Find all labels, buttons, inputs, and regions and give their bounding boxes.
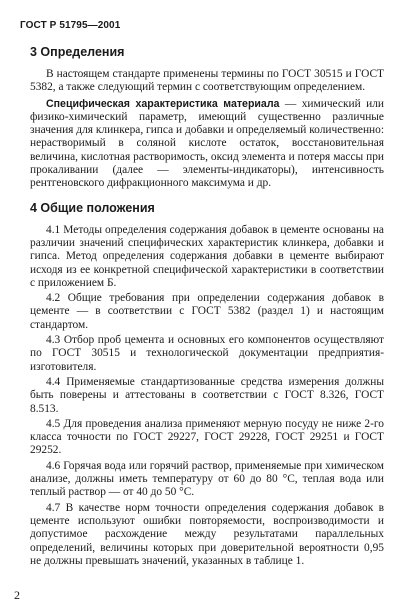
clause-4-4: 4.4 Применяемые стандартизованные средства измерения должны быть поверены и аттестованы в соответствии с ГОСТ 8.326, ГОСТ 8.513. [30,375,384,415]
main-column [30,44,384,568]
page-number: 2 [14,588,20,602]
term-definition-text: — химический или физико-химический параметр, имеющий существенно различные значения для клинкера, гипса и добавки и определяемый количественно: нерастворимый в соляной кислоте остаток, восстановительная величина, кислотная растворимость, оксид элемента и потеря массы при прокаливании (далее — элементы-индикаторы), интенсивность рентгеновского дифракционного максимума и др. [30,97,384,190]
section-4-title: 4 Общие положения [30,200,155,215]
section-3-title: 3 Определения [30,45,125,59]
section-3-intro: В настоящем стандарте применены термины по ГОСТ 30515 и ГОСТ 5382, а также следующий термин с соответствующим определением. [30,68,384,94]
clause-4-3: 4.3 Отбор проб цемента и основных его компонентов осуществляют по ГОСТ 30515 и технологической документации предприятия-изготовителя. [30,334,384,373]
clause-4-2: 4.2 Общие требования при определении содержания добавок в цементе — в соответствии с ГОСТ 5382 (раздел 1) и настоящим стандартом. [30,292,384,331]
term-definition [30,98,384,191]
clause-4-7: 4.7 В качестве норм точности определения содержания добавок в цементе используют ошибки повторяемости, воспроизводимости и допустимое расхождение между результатами параллельных определений, величины которых при доверительной вероятности 0,95 не должны превышать значений, указанных в таблице 1. [30,501,384,567]
document-header: ГОСТ Р 51795—2001 [20,20,121,31]
clause-4-6: 4.6 Горячая вода или горячий раствор, применяемые при химическом анализе, должны иметь температуру от 60 до 80 °С, теплая вода или теплый раствор — от 40 до 50 °С. [30,459,384,499]
clause-4-5: 4.5 Для проведения анализа применяют мерную посуду не ниже 2-го класса точности по ГОСТ 29227, ГОСТ 29228, ГОСТ 29251 и ГОСТ 29252. [30,417,384,457]
term-name: Специфическая характеристика материала [46,97,280,110]
clause-4-1: 4.1 Методы определения содержания добавок в цементе основаны на различии значений специфических характеристик клинкера, добавки и гипса. Метод определения содержания добавки в цементе выбирают исходя из ее конкретной специфической характеристики в соответствии с приложением Б. [30,223,384,289]
